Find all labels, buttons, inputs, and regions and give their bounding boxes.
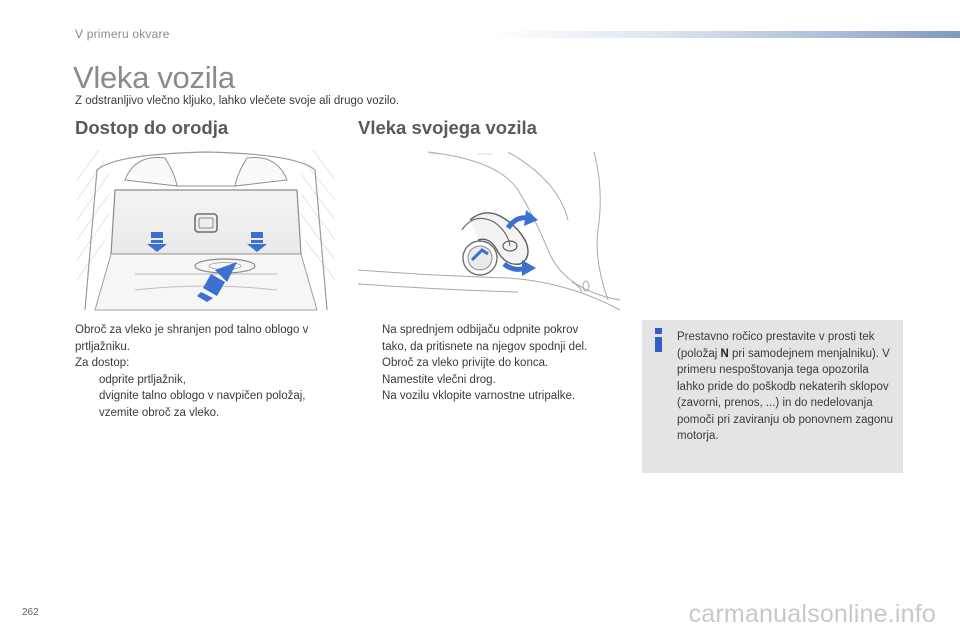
header-gradient-bar xyxy=(490,31,960,38)
trunk-illustration xyxy=(75,150,337,312)
section-heading-tool-access: Dostop do orodja xyxy=(75,117,229,138)
bumper-illustration xyxy=(358,150,620,312)
text-line: prtljažniku. xyxy=(75,340,130,353)
chapter-title: V primeru okvare xyxy=(75,27,170,41)
page-title: Vleka vozila xyxy=(73,60,235,95)
info-icon xyxy=(652,328,666,352)
list-item xyxy=(75,405,340,422)
info-note-text: Prestavno ročico prestavite v prosti tek (položaj N pri samodejnem menjalniku). V primeru nespoštovanja tega opozorila lahko pride do poškodb nekaterih sklopov (zavorni, prenos, ...) in do nedelovanja pomoči pri zaviranju ob ponovnem zagonu motorja. xyxy=(677,331,894,442)
bumper-drawing xyxy=(358,150,620,312)
trunk-drawing xyxy=(75,150,337,312)
list-item-text: Namestite vlečni drog. xyxy=(382,373,496,386)
towing-steps-text xyxy=(358,322,620,405)
tool-access-text xyxy=(75,322,340,421)
text-line: Za dostop: xyxy=(75,357,130,369)
page-number: 262 xyxy=(22,607,39,618)
list-item-text: tako, da pritisnete na njegov spodnji del. xyxy=(382,340,588,353)
list-item xyxy=(358,372,620,389)
list-item-text: Obroč za vleko privijte do konca. xyxy=(382,357,549,369)
list-item-text: dvignite talno oblogo v navpičen položaj, xyxy=(99,390,306,402)
list-item xyxy=(358,388,620,405)
list-item xyxy=(75,372,340,389)
text-line: Obroč za vleko je shranjen pod talno oblogo v xyxy=(75,324,309,336)
gear-position-label: N xyxy=(720,347,729,360)
list-item-text: Na sprednjem odbijaču odpnite pokrov xyxy=(382,324,579,336)
watermark: carmanualsonline.info xyxy=(688,600,936,628)
info-note-box xyxy=(642,320,903,473)
list-item-text: odprite prtljažnik, xyxy=(99,373,186,386)
list-item xyxy=(75,388,340,405)
list-item-text: Na vozilu vklopite varnostne utripalke. xyxy=(382,390,576,402)
list-item xyxy=(358,355,620,372)
list-item-text: vzemite obroč za vleko. xyxy=(99,406,220,419)
list-item xyxy=(358,322,620,355)
section-heading-towing: Vleka svojega vozila xyxy=(358,117,537,138)
intro-text: Z odstranljivo vlečno kljuko, lahko vlečete svoje ali drugo vozilo. xyxy=(75,95,400,107)
